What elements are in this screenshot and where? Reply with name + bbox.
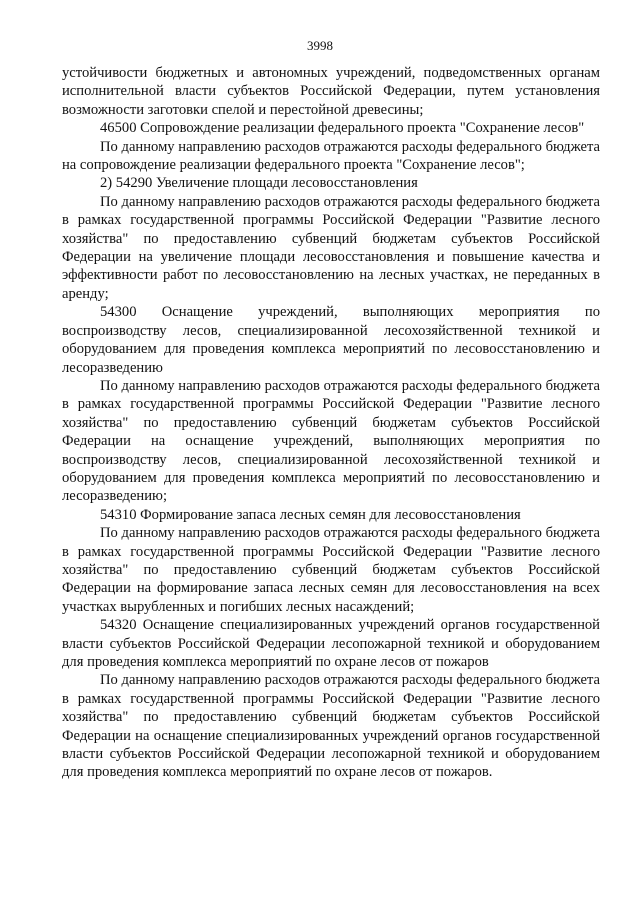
- paragraph-continuation: устойчивости бюджетных и автономных учреждений, подведомственных органам исполнительной власти субъектов Российской Федерации, путем установления возможности заготовки спелой и перестойной древесины;: [62, 65, 600, 118]
- paragraph-desc-54310: По данному направлению расходов отражаются расходы федерального бюджета в рамках государственной программы Российской Федерации "Развитие лесного хозяйства" по предоставлению субвенций бюджетам субъектов Российской Федерации на формирование запаса лесных семян для лесовосстановления на всех участках вырубленных и погибших лесных насаждений;: [62, 525, 600, 615]
- paragraph-desc-54320: По данному направлению расходов отражаются расходы федерального бюджета в рамках государственной программы Российской Федерации "Развитие лесного хозяйства" по предоставлению субвенций бюджетам субъектов Российской Федерации на оснащение специализированных учреждений органов государственной власти субъектов Российской Федерации лесопожарной техникой и оборудованием для проведения комплекса мероприятий по охране лесов от пожаров.: [62, 672, 600, 781]
- paragraph-desc-46500: По данному направлению расходов отражаются расходы федерального бюджета на сопровождение реализации федерального проекта "Сохранение лесов";: [62, 138, 600, 174]
- paragraph-heading-54300: 54300 Оснащение учреждений, выполняющих мероприятия по воспроизводству лесов, специализированной лесохозяйственной техникой и оборудованием для проведения комплекса мероприятий по лесовосстановлению и лесоразведению: [62, 304, 600, 376]
- document-body: [62, 64, 600, 782]
- paragraph-heading-54290: 2) 54290 Увеличение площади лесовосстановления: [100, 175, 418, 192]
- paragraph-desc-54300: По данному направлению расходов отражаются расходы федерального бюджета в рамках государственной программы Российской Федерации "Развитие лесного хозяйства" по предоставлению субвенций бюджетам субъектов Российской Федерации на оснащение учреждений, выполняющих мероприятия по воспроизводству лесов, специализированной лесохозяйственной техникой и оборудованием для проведения комплекса мероприятий по лесовосстановлению и лесоразведению;: [62, 377, 600, 505]
- paragraph-heading-54320: 54320 Оснащение специализированных учреждений органов государственной власти субъектов Российской Федерации лесопожарной техникой и оборудованием для проведения комплекса мероприятий по охране лесов от пожаров: [62, 617, 600, 670]
- page-number: 3998: [307, 38, 333, 53]
- paragraph-desc-54290: По данному направлению расходов отражаются расходы федерального бюджета в рамках государственной программы Российской Федерации "Развитие лесного хозяйства" по предоставлению субвенций бюджетам субъектов Российской Федерации на увеличение площади лесовосстановления и повышение качества и эффективности работ по лесовосстановлению на лесных участках, не переданных в аренду;: [62, 193, 600, 302]
- paragraph-heading-46500: 46500 Сопровождение реализации федерального проекта "Сохранение лесов": [100, 120, 585, 137]
- paragraph-heading-54310: 54310 Формирование запаса лесных семян для лесовосстановления: [100, 506, 521, 523]
